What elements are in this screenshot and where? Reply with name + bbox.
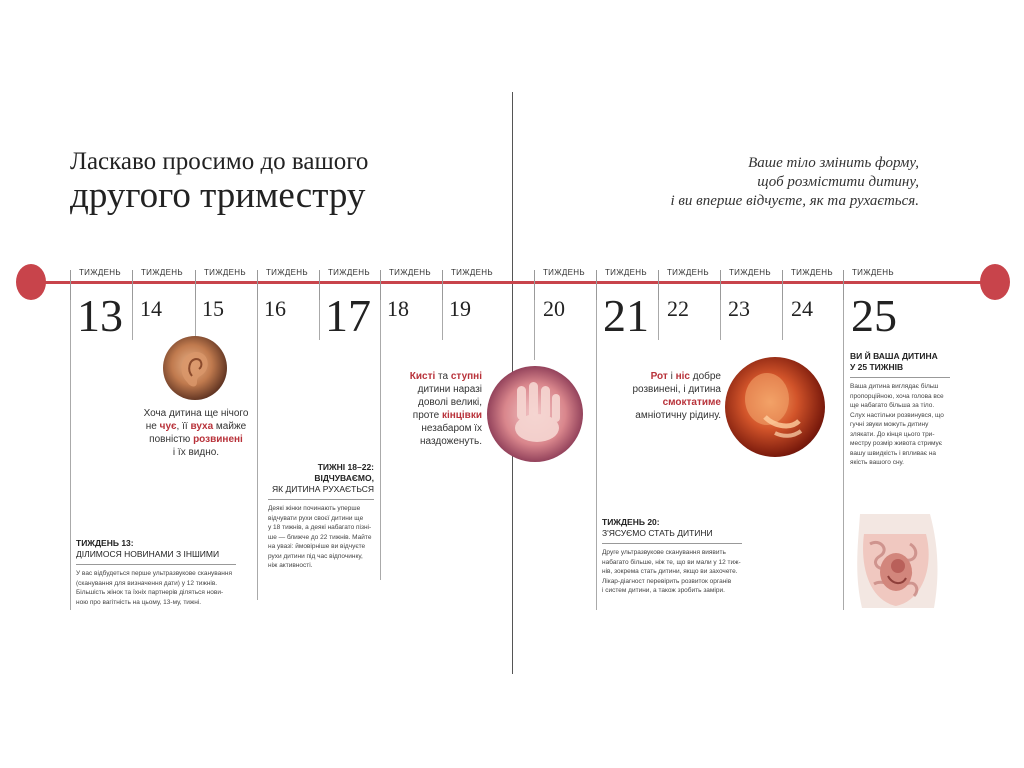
week-guide-line xyxy=(534,300,535,360)
caption-line: доволі великі, xyxy=(418,397,482,408)
caption-week-14 xyxy=(136,407,256,459)
section-heading: ДІЛИМОСЯ НОВИНАМИ З ІНШИМИ xyxy=(76,549,220,559)
week-guide-line xyxy=(720,300,721,340)
caption-line xyxy=(400,409,482,422)
caption-line xyxy=(400,370,482,383)
week-guide-line xyxy=(257,300,258,600)
week-number: 20 xyxy=(543,296,565,321)
body-line: Друге ультразвукове сканування виявить xyxy=(602,549,726,556)
body-line: пропорційною, хоча голова все xyxy=(850,392,944,400)
week-number: 21 xyxy=(603,290,649,341)
section-rule xyxy=(602,543,742,544)
caption-text: добре xyxy=(689,371,721,382)
fetal-ear-image xyxy=(163,336,227,400)
caption-line: наздоженуть. xyxy=(420,436,482,447)
section-heading: ВИ Й ВАША ДИТИНА xyxy=(850,351,938,361)
caption-text: і xyxy=(667,371,676,382)
hand-icon xyxy=(487,366,583,462)
week-label: ТИЖДЕНЬ xyxy=(729,268,771,277)
week-tick xyxy=(596,270,597,300)
caption-line: смоктатиме xyxy=(662,397,721,408)
week-tick xyxy=(720,270,721,300)
body-line: ніж активності. xyxy=(268,562,313,569)
week-tick xyxy=(782,270,783,300)
caption-highlight: вуха xyxy=(190,421,214,432)
week-tick xyxy=(534,270,535,300)
body-line: ною про вагітність на цьому, 13-му, тижні. xyxy=(76,598,202,606)
caption-line: дитини наразі xyxy=(417,384,482,395)
body-line: (сканування для визначення дати) у 12 тижнів. xyxy=(76,579,218,587)
week-guide-line xyxy=(658,300,659,340)
week-label: ТИЖДЕНЬ xyxy=(543,268,585,277)
section-week-20 xyxy=(602,517,742,596)
caption-highlight: ніс xyxy=(675,371,690,382)
week-number: 22 xyxy=(667,296,689,321)
body-line: ше — ближче до 22 тижнів. Майте xyxy=(268,533,372,541)
week-label: ТИЖДЕНЬ xyxy=(451,268,493,277)
caption-line: незабаром їх xyxy=(421,423,482,434)
week-guide-line xyxy=(596,300,597,610)
body-line: гучні звуки можуть дитину xyxy=(850,421,929,428)
week-label: ТИЖДЕНЬ xyxy=(667,268,709,277)
body-line: набагато більше, ніж те, що ви мали у 12 тиж- xyxy=(602,558,741,566)
body-line: у 18 тижнів, а деякі набагато пізні- xyxy=(268,524,372,531)
week-tick xyxy=(195,270,196,300)
body-line: Деякі жінки починають уперше xyxy=(268,505,361,512)
caption-text: проте xyxy=(412,410,442,421)
body-line: ще набагато більша за тіло. xyxy=(850,402,935,409)
body-line: якість вашого сну. xyxy=(850,459,904,466)
week-tick xyxy=(658,270,659,300)
caption-line: розвинені, і дитина xyxy=(632,384,721,395)
week-label: ТИЖДЕНЬ xyxy=(852,268,894,277)
caption-highlight: ступні xyxy=(450,371,482,382)
body-line: Ваша дитина виглядає більш xyxy=(850,383,939,390)
week-tick xyxy=(70,270,71,300)
body-line: Слух настільки розвинувся, що xyxy=(850,411,944,419)
section-week-25 xyxy=(850,351,950,468)
section-rule xyxy=(850,377,950,378)
caption-line: Хоча дитина ще нічого xyxy=(143,408,249,419)
fetal-face-image xyxy=(725,357,825,457)
section-body xyxy=(602,548,742,596)
body-line: злякати. До кінця цього три- xyxy=(850,430,935,438)
page-title-line1: Ласкаво просимо до вашого xyxy=(70,148,369,175)
week-guide-line xyxy=(319,300,320,340)
week-label: ТИЖДЕНЬ xyxy=(791,268,833,277)
body-line: У вас відбудеться перше ультразвукове сканування xyxy=(76,570,232,577)
week-tick xyxy=(319,270,320,300)
week-tick xyxy=(843,270,844,300)
section-heading: З'ЯСУЄМО СТАТЬ ДИТИНИ xyxy=(602,528,713,538)
timeline-end-left xyxy=(16,264,46,300)
week-label: ТИЖДЕНЬ xyxy=(79,268,121,277)
week-label: ТИЖДЕНЬ xyxy=(328,268,370,277)
caption-line xyxy=(136,420,256,433)
week-tick xyxy=(257,270,258,300)
section-heading: ТИЖДЕНЬ 20: xyxy=(602,517,660,527)
caption-line xyxy=(136,433,256,446)
body-line: на увазі: ймовірніше ви відчуєте xyxy=(268,543,366,550)
section-heading: ТИЖДЕНЬ 13: xyxy=(76,538,134,548)
body-line: местру розмір живота стримує xyxy=(850,440,943,447)
week-number: 24 xyxy=(791,296,813,321)
section-weeks-18-22 xyxy=(268,462,374,571)
week-number: 23 xyxy=(728,296,750,321)
caption-line: амніотичну рідину. xyxy=(635,410,721,421)
caption-highlight: Кисті xyxy=(409,371,436,382)
week-number: 18 xyxy=(387,296,409,321)
caption-highlight: розвинені xyxy=(193,434,243,445)
body-line: Більшість жінок та їхніх партнерів діляться нови- xyxy=(76,589,224,596)
caption-highlight: Рот xyxy=(650,371,668,382)
pregnant-belly-image xyxy=(850,504,942,616)
week-number: 16 xyxy=(264,296,286,321)
week-number: 19 xyxy=(449,296,471,321)
caption-highlight: кінцівки xyxy=(441,410,482,421)
caption-text: майже xyxy=(213,421,247,432)
week-guide-line xyxy=(782,300,783,340)
section-heading-text: ТИЖНІ 18–22: ВІДЧУВАЄМО, xyxy=(314,462,374,483)
section-rule xyxy=(268,499,374,500)
week-label: ТИЖДЕНЬ xyxy=(141,268,183,277)
section-body xyxy=(268,504,374,571)
body-line: рухи дитини під час відпочинку, xyxy=(268,552,363,560)
caption-line xyxy=(615,370,721,383)
week-label: ТИЖДЕНЬ xyxy=(605,268,647,277)
week-tick xyxy=(132,270,133,300)
quote-line: Ваше тіло змінить форму, xyxy=(748,155,919,171)
caption-week-21 xyxy=(615,370,721,422)
quote-line: щоб розмістити дитину, xyxy=(757,174,919,190)
body-line: відчувати рухи своєї дитини ще xyxy=(268,514,364,522)
week-guide-line xyxy=(132,300,133,340)
week-guide-line xyxy=(442,300,443,340)
section-week-13 xyxy=(76,538,236,607)
week-label: ТИЖДЕНЬ xyxy=(266,268,308,277)
womb-illustration xyxy=(850,504,942,616)
section-heading xyxy=(268,462,374,484)
week-guide-line xyxy=(70,300,71,610)
week-number: 25 xyxy=(851,290,897,341)
week-number: 13 xyxy=(77,290,123,341)
timeline-end-right xyxy=(980,264,1010,300)
caption-text: , її xyxy=(176,421,191,432)
caption-text: не xyxy=(145,421,160,432)
body-line: нів, зокрема стать дитини, якщо ви захочете. xyxy=(602,568,738,575)
body-line: вашу швидкість і впливає на xyxy=(850,449,937,457)
caption-line: і їх видно. xyxy=(172,447,220,458)
ear-icon xyxy=(163,336,227,400)
week-label: ТИЖДЕНЬ xyxy=(389,268,431,277)
caption-text: повністю xyxy=(149,434,194,445)
quote-line: і ви вперше відчуєте, як та рухається. xyxy=(670,193,919,209)
timeline-bar xyxy=(30,281,995,284)
week-number: 17 xyxy=(325,290,371,341)
section-body xyxy=(76,569,236,607)
section-heading: ЯК ДИТИНА РУХАЄТЬСЯ xyxy=(272,484,374,494)
section-heading: У 25 ТИЖНІВ xyxy=(850,362,904,372)
caption-week-19 xyxy=(400,370,482,448)
week-guide-line xyxy=(843,300,844,610)
section-body xyxy=(850,382,950,468)
week-guide-line xyxy=(195,300,196,340)
intro-quote xyxy=(599,154,919,211)
week-tick xyxy=(380,270,381,300)
fetal-hand-image xyxy=(487,366,583,462)
body-line: і систем дитини, а також зробить заміри. xyxy=(602,587,725,594)
week-label: ТИЖДЕНЬ xyxy=(204,268,246,277)
week-guide-line xyxy=(380,300,381,580)
section-rule xyxy=(76,564,236,565)
face-icon xyxy=(725,357,825,457)
week-tick xyxy=(442,270,443,300)
body-line: Лікар-діагност перевірить розвиток органів xyxy=(602,577,732,585)
caption-text: та xyxy=(435,371,451,382)
caption-highlight: чує xyxy=(159,421,177,432)
week-number: 14 xyxy=(140,296,162,321)
week-number: 15 xyxy=(202,296,224,321)
page-title-line2: другого триместру xyxy=(70,175,366,216)
